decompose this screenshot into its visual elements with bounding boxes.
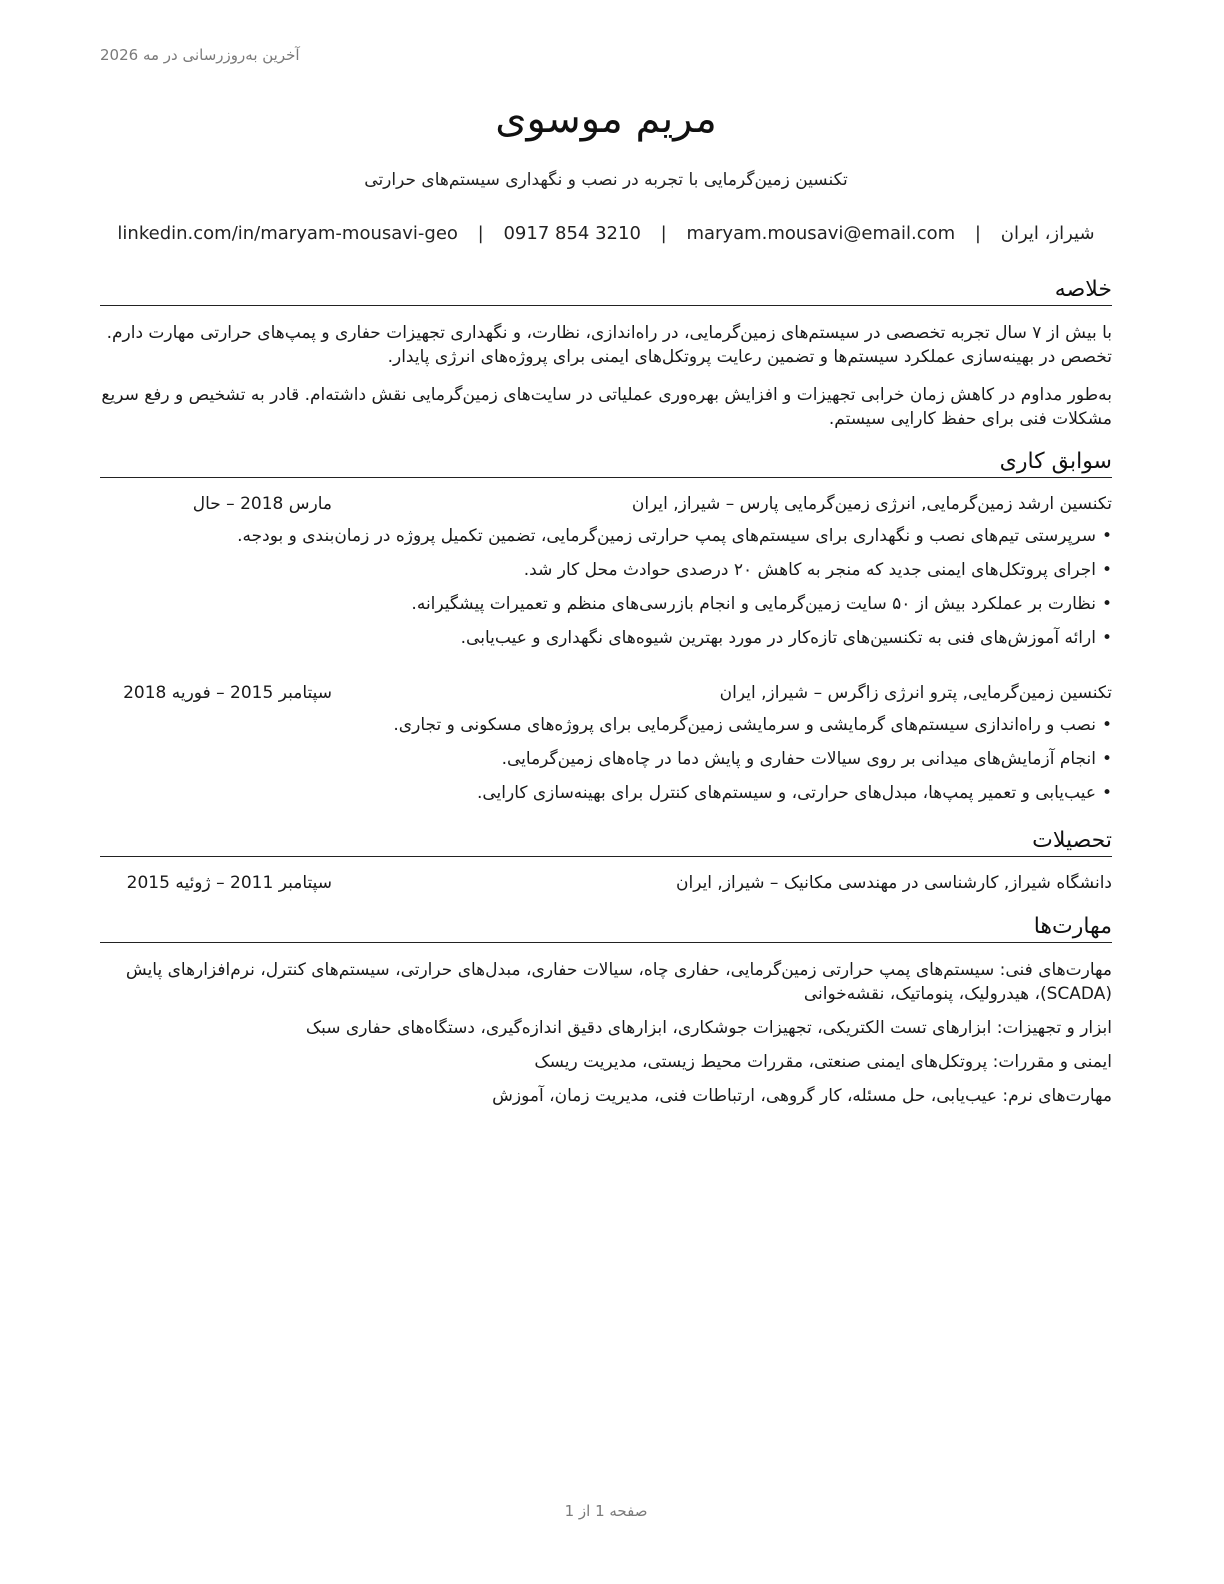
summary-paragraph: به‌طور مداوم در کاهش زمان خرابی تجهیزات و افزایش بهره‌وری عملیاتی در سایت‌های زمین‌گرمایی نقش داشته‌ام. قادر به تشخیص و رفع سریع مشکلات فنی برای حفظ کارایی سیستم. [101, 385, 1112, 429]
job-title: تکنسین زمین‌گرمایی, پترو انرژی زاگرس – شیراز, ایران [719, 683, 1112, 703]
bullet-icon: • [1101, 749, 1112, 769]
bullet-item [100, 626, 1112, 660]
job-dates: مارس 2018 – حال [192, 494, 332, 514]
skill-line: مهارت‌های فنی: سیستم‌های پمپ حرارتی زمین‌گرمایی، حفاری چاه، سیالات حفاری، مبدل‌های حرارتی، سیستم‌های کنترل، نرم‌افزارهای پایش (SCADA)، هیدرولیک، پنوماتیک، نقشه‌خوانی [125, 960, 1112, 1004]
candidate-headline: تکنسین زمین‌گرمایی با تجربه در نصب و نگهداری سیستم‌های حرارتی [364, 170, 848, 190]
bullet-icon: • [1101, 526, 1112, 546]
skills-list [100, 958, 1112, 1118]
contact-email[interactable]: maryam.mousavi@email.com [686, 223, 956, 244]
bullet-icon: • [1101, 594, 1112, 614]
skill-line: مهارت‌های نرم: عیب‌یابی، حل مسئله، کار گروهی، ارتباطات فنی، مدیریت زمان، آموزش [492, 1086, 1112, 1106]
job-bullets [100, 713, 1112, 815]
bullet-text: ارائه آموزش‌های فنی به تکنسین‌های تازه‌کار در مورد بهترین شیوه‌های نگهداری و عیب‌یابی. [460, 628, 1096, 648]
last-updated-note: آخرین به‌روزرسانی در مه 2026 [100, 46, 300, 64]
section-title-skills: مهارت‌ها [100, 913, 1112, 943]
candidate-name: مریم موسوی [495, 96, 717, 142]
bullet-item [100, 747, 1112, 781]
contact-location: شیراز، ایران [1000, 223, 1095, 244]
contact-separator: | [477, 223, 484, 244]
job-header [100, 492, 1112, 516]
job-bullets [100, 524, 1112, 660]
page-number: صفحه 1 از 1 [564, 1502, 648, 1520]
section-title-experience: سوابق کاری [100, 448, 1112, 478]
summary-paragraph: با بیش از ۷ سال تجربه تخصصی در سیستم‌های زمین‌گرمایی، در راه‌اندازی، نظارت، و نگهداری تجهیزات حفاری و پمپ‌های حرارتی مهارت دارم. تخصص در بهینه‌سازی عملکرد سیستم‌ها و تضمین رعایت پروتکل‌های ایمنی برای پروژه‌های انرژی پایدار. [106, 323, 1112, 367]
contact-separator: | [660, 223, 667, 244]
bullet-icon: • [1101, 783, 1112, 803]
section-title-summary: خلاصه [100, 276, 1112, 306]
bullet-text: نصب و راه‌اندازی سیستم‌های گرمایشی و سرمایشی زمین‌گرمایی برای پروژه‌های مسکونی و تجاری. [393, 715, 1096, 735]
contact-line [100, 223, 1112, 244]
bullet-text: سرپرستی تیم‌های نصب و نگهداری برای سیستم‌های پمپ حرارتی زمین‌گرمایی، تضمین تکمیل پروژه در زمان‌بندی و بودجه. [237, 526, 1096, 546]
section-title-education: تحصیلات [100, 827, 1112, 857]
bullet-text: اجرای پروتکل‌های ایمنی جدید که منجر به کاهش ۲۰ درصدی حوادث محل کار شد. [523, 560, 1096, 580]
bullet-item [100, 524, 1112, 558]
bullet-item [100, 713, 1112, 747]
contact-linkedin[interactable]: linkedin.com/in/maryam-mousavi-geo [117, 223, 458, 244]
bullet-icon: • [1101, 715, 1112, 735]
bullet-icon: • [1101, 628, 1112, 648]
skill-line: ابزار و تجهیزات: ابزارهای تست الکتریکی، تجهیزات جوشکاری، ابزارهای دقیق اندازه‌گیری، دستگاه‌های حفاری سبک [305, 1018, 1112, 1038]
education-title: دانشگاه شیراز, کارشناسی در مهندسی مکانیک – شیراز, ایران [675, 873, 1112, 893]
contact-separator: | [974, 223, 981, 244]
bullet-item [100, 558, 1112, 592]
bullet-text: عیب‌یابی و تعمیر پمپ‌ها، مبدل‌های حرارتی، و سیستم‌های کنترل برای بهینه‌سازی کارایی. [476, 783, 1096, 803]
bullet-text: نظارت بر عملکرد بیش از ۵۰ سایت زمین‌گرمایی و انجام بازرسی‌های منظم و تعمیرات پیشگیرانه. [411, 594, 1096, 614]
job-title: تکنسین ارشد زمین‌گرمایی, انرژی زمین‌گرمایی پارس – شیراز, ایران [631, 494, 1112, 514]
contact-phone[interactable]: 0917 854 3210 [503, 223, 641, 244]
resume-page [100, 0, 1112, 1584]
bullet-icon: • [1101, 560, 1112, 580]
skill-line: ایمنی و مقررات: پروتکل‌های ایمنی صنعتی، مقررات محیط زیستی، مدیریت ریسک [534, 1052, 1112, 1072]
job-dates: سپتامبر 2015 – فوریه 2018 [123, 683, 332, 703]
education-dates: سپتامبر 2011 – ژوئیه 2015 [126, 873, 332, 893]
education-entry [100, 871, 1112, 895]
bullet-item [100, 781, 1112, 815]
job-header [100, 681, 1112, 705]
bullet-text: انجام آزمایش‌های میدانی بر روی سیالات حفاری و پایش دما در چاه‌های زمین‌گرمایی. [501, 749, 1096, 769]
bullet-item [100, 592, 1112, 626]
